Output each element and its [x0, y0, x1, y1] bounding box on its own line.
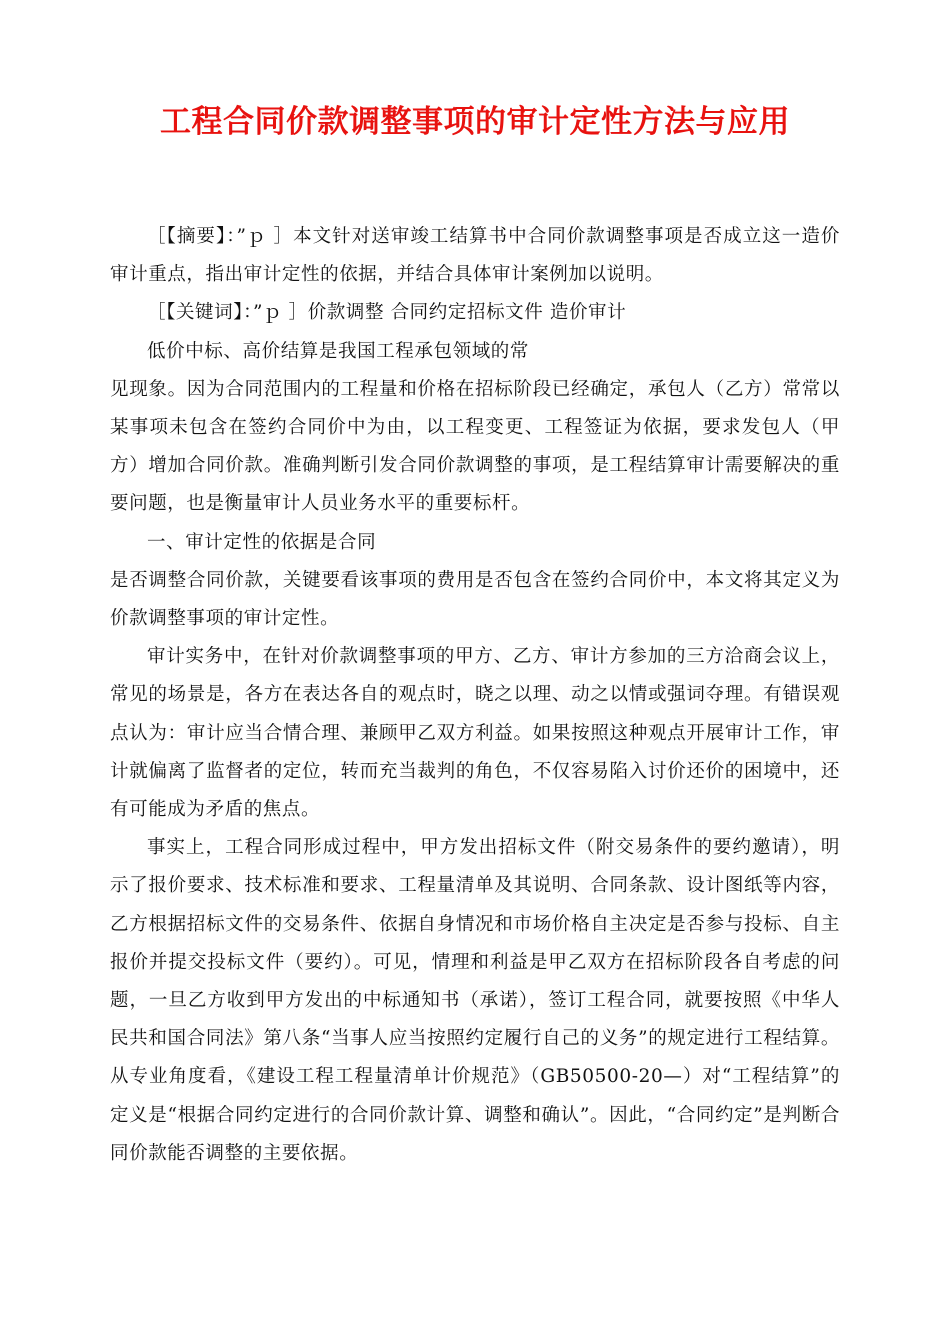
- section-heading: 一、审计定性的依据是合同: [147, 531, 377, 553]
- document-title: 工程合同价款调整事项的审计定性方法与应用: [160, 104, 790, 140]
- abstract-paragraph: ［【摘要】：”ｐ ］本文针对送审竣工结算书中合同价款调整事项是否成立这一造价审计重点，指出审计定性的依据，并结合具体审计案例加以说明。: [110, 226, 840, 286]
- body-paragraph: 事实上，工程合同形成过程中，甲方发出招标文件（附交易条件的要约邀请），明示了报价要求、技术标准和要求、工程量清单及其说明、合同条款、设计图纸等内容，乙方根据招标文件的交易条件、依据自身情况和市场价格自主决定是否参与投标、自主报价并提交投标文件（要约）。可见，情理和利益是甲乙双方在招标阶段各自考虑的问题，一旦乙方收到甲方发出的中标通知书（承诺），签订工程合同，就要按照《中华人民共和国合同法》第八条“当事人应当按照约定履行自己的义务”的规定进行工程结算。从专业角度看，《建设工程工程量清单计价规范》（GB50500-20—）对“工程结算”的定义是“根据合同约定进行的合同价款计算、调整和确认”。因此，“合同约定”是判断合同价款能否调整的主要依据。: [110, 837, 840, 1164]
- body-paragraph: 是否调整合同价款，关键要看该事项的费用是否包含在签约合同价中，本文将其定义为价款调整事项的审计定性。: [110, 569, 840, 630]
- document-body: [110, 218, 840, 1173]
- keywords-paragraph: ［【关键词】：”ｐ ］价款调整 合同约定招标文件 造价审计: [147, 302, 627, 324]
- body-paragraph: 低价中标、高价结算是我国工程承包领域的常: [147, 340, 530, 362]
- body-paragraph: 见现象。因为合同范围内的工程量和价格在招标阶段已经确定，承包人（乙方）常常以某事项未包含在签约合同价中为由，以工程变更、工程签证为依据，要求发包人（甲方）增加合同价款。准确判断引发合同价款调整的事项，是工程结算审计需要解决的重要问题，也是衡量审计人员业务水平的重要标杆。: [110, 378, 840, 515]
- body-paragraph: 审计实务中，在针对价款调整事项的甲方、乙方、审计方参加的三方洽商会议上，常见的场景是，各方在表达各自的观点时，晓之以理、动之以情或强词夺理。有错误观点认为：审计应当合情合理、兼顾甲乙双方利益。如果按照这种观点开展审计工作，审计就偏离了监督者的定位，转而充当裁判的角色，不仅容易陷入讨价还价的困境中，还有可能成为矛盾的焦点。: [110, 646, 840, 821]
